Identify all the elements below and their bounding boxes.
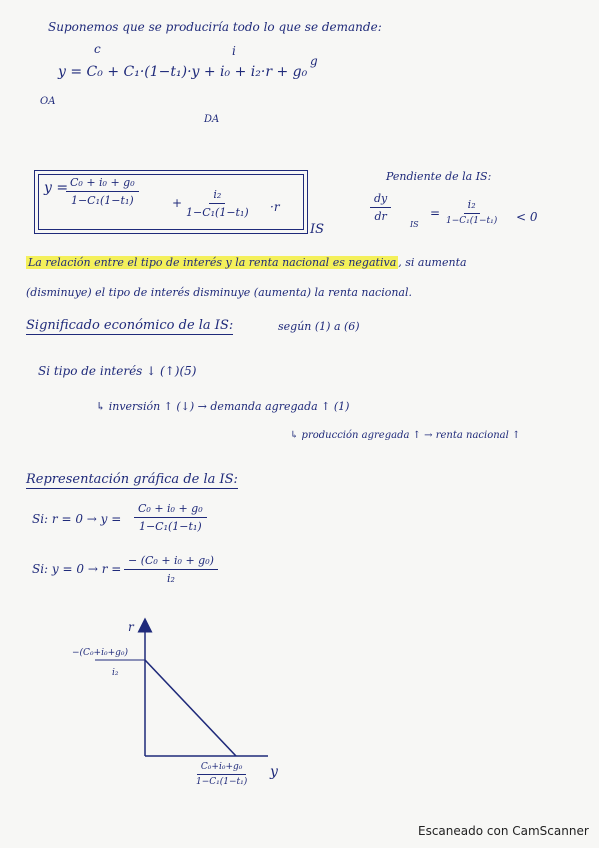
representation-title-text: Representación gráfica de la IS: <box>26 472 238 487</box>
camscanner-footer: Escaneado con CamScanner <box>418 824 589 838</box>
graph-y-intercept <box>196 762 247 787</box>
axis-label-y: y <box>270 764 278 780</box>
intro-text: Suponemos que se produciría todo lo que se demande: <box>48 20 382 34</box>
label-g: g <box>310 54 318 68</box>
chain-step-1: Si tipo de interés ↓ (↑)(5) <box>38 364 197 378</box>
slope-dy: dy <box>370 192 391 208</box>
is-eq-frac2-num: i₂ <box>209 188 225 204</box>
slope-equals: = <box>430 206 441 220</box>
chain-step-2: ↳ inversión ↑ (↓) → demanda agregada ↑ (1) <box>96 400 350 413</box>
is-eq-frac1-den: 1−C₁(1−t₁) <box>70 194 134 207</box>
is-eq-frac1-num: C₀ + i₀ + g₀ <box>66 176 139 192</box>
label-i: i <box>232 44 236 58</box>
is-curve-line <box>145 660 236 756</box>
slope-subscript: IS <box>410 220 419 229</box>
relation-highlight: La relación entre el tipo de interés y la renta nacional es negativa <box>28 256 397 269</box>
graph-y-intercept-num: C₀+i₀+g₀ <box>197 762 246 775</box>
axis-label-r: r <box>128 620 134 634</box>
relation-rest: , si aumenta <box>398 256 467 269</box>
label-c: c <box>94 42 101 56</box>
is-eq-y: y = <box>44 180 69 196</box>
meaning-note: según (1) a (6) <box>278 320 360 333</box>
case-r0-lhs: Si: r = 0 → y = <box>32 512 122 526</box>
slope-num: i₂ <box>464 198 480 214</box>
case-r0-den: 1−C₁(1−t₁) <box>138 520 202 533</box>
slope-title: Pendiente de la IS: <box>386 170 492 183</box>
graph-r-intercept-den: i₂ <box>112 668 119 678</box>
case-y0-den: i₂ <box>166 572 175 585</box>
relation-line-2: (disminuye) el tipo de interés disminuye (aumenta) la renta nacional. <box>26 286 413 299</box>
is-eq-r: ·r <box>270 200 280 214</box>
case-r0-num: C₀ + i₀ + g₀ <box>134 502 207 518</box>
slope-dr: dr <box>374 210 387 223</box>
graph-r-intercept-num: −(C₀+i₀+g₀) <box>72 648 128 658</box>
main-equation: y = C₀ + C₁·(1−t₁)·y + i₀ + i₂·r + g₀ <box>58 64 308 80</box>
label-oa: OA <box>40 96 56 107</box>
case-y0-lhs: Si: y = 0 → r = <box>32 562 122 576</box>
slope-less-than: < 0 <box>516 210 538 224</box>
slope-den: 1−C₁(1−t₁) <box>446 216 498 226</box>
graph-y-intercept-den: 1−C₁(1−t₁) <box>196 777 248 787</box>
case-y0-num: − (C₀ + i₀ + g₀) <box>124 554 218 570</box>
is-eq-label: IS <box>310 222 325 237</box>
meaning-title-text: Significado económico de la IS: <box>26 318 234 333</box>
is-eq-plus: + <box>172 196 183 210</box>
is-eq-frac2-den: 1−C₁(1−t₁) <box>186 206 249 219</box>
label-da: DA <box>204 114 220 125</box>
chain-step-3: ↳ producción agregada ↑ → renta nacional ↑ <box>290 430 521 441</box>
